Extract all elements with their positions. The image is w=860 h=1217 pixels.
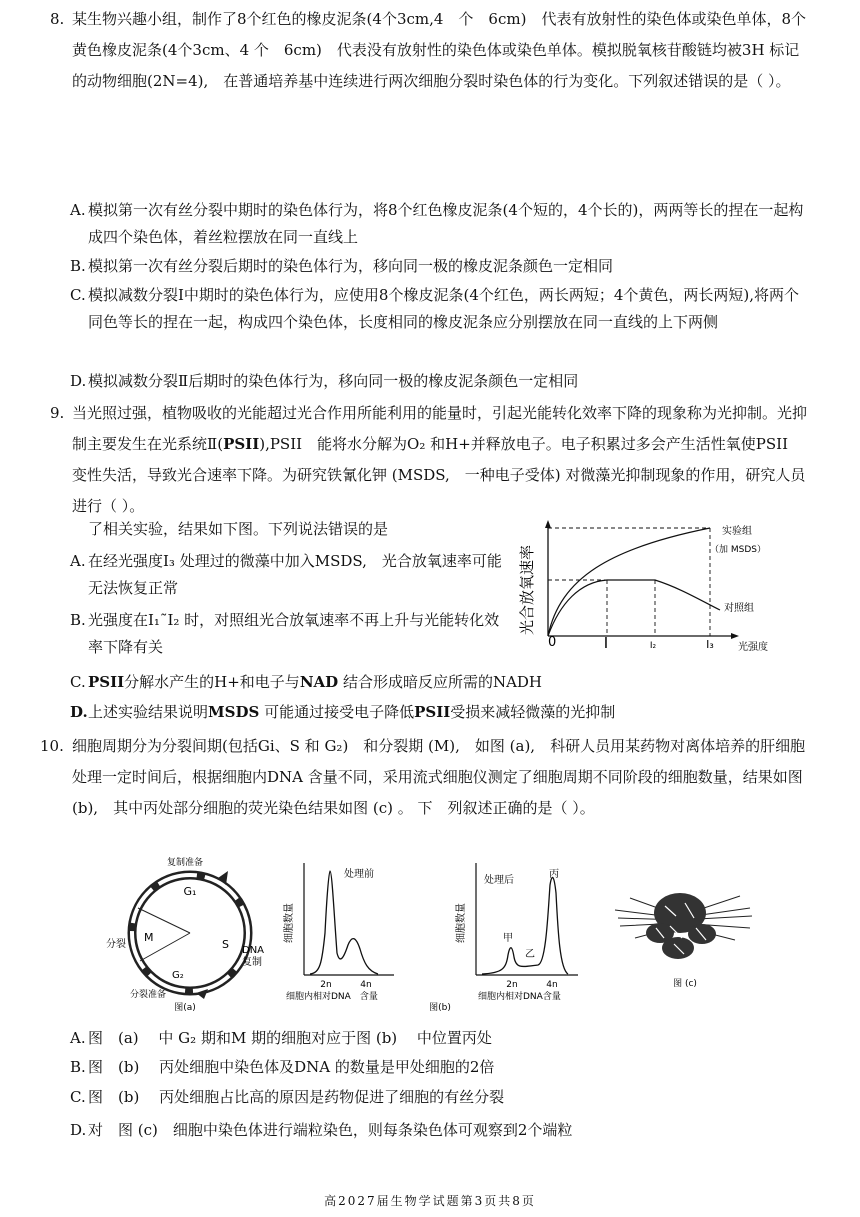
q9-option-a: A. 在经光强度I₃ 处理过的微藻中加入MSDS, 光合放氧速率可能无法恢复正常 <box>70 552 502 597</box>
q10-option-a: A. 图 (a) 中 G₂ 期和M 期的细胞对应于图 (b) 中位置丙处 <box>70 1029 492 1047</box>
label-division: 分裂 <box>106 939 126 950</box>
b1-y-label: 细胞数量 <box>284 903 295 943</box>
b2-tick-4n: 4n <box>546 980 558 990</box>
fig-c-caption: 图 (c) <box>673 979 697 989</box>
cycle-divider-1 <box>138 908 190 933</box>
q10-stem: 10. 细胞周期分为分裂间期(包括Gi、S 和 G₂) 和分裂期 (M), 如图 (a), 科研人员用某药物对离体培养的肝细胞处理一定时间后，根据细胞内DNA 含量不同，采用流式细胞仪测定了细胞周期不同阶段的细胞数量，结果如图 (b), 其中丙处部分细胞的荧光染色结果如图 (c) 。 下 列叙述正确的是（ ）。 <box>72 731 807 824</box>
b2-y-label: 细胞数量 <box>456 903 467 943</box>
tick-i1: I <box>603 634 609 652</box>
q8-option-a: A. 模拟第一次有丝分裂中期时的染色体行为，将8个红色橡皮泥条(4个短的，4个长的)，两两等长的捏在一起构成四个染色体，着丝粒摆放在同一直线上 <box>70 201 804 246</box>
q8-number: 8. <box>50 10 65 28</box>
q10-option-b: B. 图 (b) 丙处细胞中染色体及DNA 的数量是甲处细胞的2倍 <box>70 1058 495 1076</box>
b1-tick-4n: 4n <box>360 980 372 990</box>
q8-option-c: C. 模拟减数分裂I中期时的染色体行为，应使用8个橡皮泥条(4个红色，两长两短；4个黄色，两长两短),将两个同色等长的捏在一起，构成四个染色体，长度相同的橡皮泥条应分别摆放在同一直线的上下两侧 <box>70 286 800 331</box>
q9-option-d: D. 上述实验结果说明MSDS 可能通过接受电子降低PSII受损来减轻微藻的光抑制 <box>70 703 616 721</box>
label-m: M <box>144 931 154 944</box>
label-g2: G₂ <box>172 970 184 981</box>
b1-x-label: 细胞内相对DNA 含量 <box>286 992 378 1002</box>
label-dna: DNA <box>242 945 265 956</box>
experimental-curve <box>548 528 710 636</box>
label-g1: G₁ <box>183 885 197 898</box>
exp-label-note: （加 MSDS） <box>710 545 766 555</box>
label-div-prep: 分裂准备 <box>130 990 167 1000</box>
fig-b-caption: 图(b) <box>429 1003 451 1013</box>
tick-i2: I₂ <box>649 641 657 651</box>
b2-tick-2n: 2n <box>506 980 518 990</box>
q8-stem-text: 某生物兴趣小组，制作了8个红色的橡皮泥条(4个3cm,4 个 6cm) 代表有放射性的染色体或染色单体，8个黄色橡皮泥条(4个3cm、4 个 6cm) 代表没有放射性的染色体或染色单体。模拟脱氧核苷酸链均被3H 标记的动物细胞(2N=4), 在普通培养基中连续进行两次细胞分裂时染色体的行为变化。下列叙述错误的是（ ）。 <box>72 10 806 90</box>
b1-tick-2n: 2n <box>320 980 332 990</box>
q9-number: 9. <box>50 404 65 422</box>
y-axis-arrow <box>545 520 551 528</box>
q10-number: 10. <box>40 737 64 755</box>
b1-title: 处理前 <box>344 869 374 880</box>
b2-label-jia: 甲 <box>503 933 513 944</box>
label-prep: 复制准备 <box>166 858 204 868</box>
origin-label: 0 <box>548 635 557 650</box>
exp-label: 实验组 <box>722 526 752 537</box>
fig-b-before <box>282 853 451 1013</box>
fig-a-caption: 图(a) <box>174 1003 196 1013</box>
b2-title: 处理后 <box>484 875 514 886</box>
x-axis-arrow <box>731 633 739 639</box>
b2-x-label: 细胞内相对DNA含量 <box>478 992 561 1002</box>
fig-a-cell-cycle <box>100 853 280 1013</box>
b2-label-bing: 丙 <box>549 869 559 880</box>
page-footer: 高2027届生物学试题第3页共8页 <box>324 1194 536 1208</box>
q10-option-c: C. 图 (b) 丙处细胞占比高的原因是药物促进了细胞的有丝分裂 <box>70 1088 505 1106</box>
fig-c-cell-image <box>610 868 760 998</box>
q8-stem <box>50 4 807 97</box>
b2-label-yi: 乙 <box>525 949 535 960</box>
q9-option-b: B. 光强度在I₁˜I₂ 时，对照组光合放氧速率不再上升与光能转化效率下降有关 <box>70 611 500 656</box>
ctrl-label: 对照组 <box>724 603 754 614</box>
b1-curve <box>310 871 378 974</box>
tick-i3: I₃ <box>706 638 714 651</box>
x-axis-label: 光强度 <box>738 642 768 653</box>
chromosome-cluster <box>646 893 716 959</box>
q8-option-d: D. 模拟减数分裂Ⅱ后期时的染色体行为，移向同一极的橡皮泥条颜色一定相同 <box>70 372 579 390</box>
label-replicate: 复制 <box>242 957 262 968</box>
fig-b-after <box>452 853 602 1013</box>
q9-stem: 9. 当光照过强，植物吸收的光能超过光合作用所能利用的能量时，引起光能转化效率下降的现象称为光抑制。光抑制主要发生在光系统Ⅱ(PSII),PSII 能将水分解为O₂ 和H+并释放电子。电子积累过多会产生活性氧使PSII 变性失活，导致光合速率下降。为研究铁氰化钾 (MSDS, 一种电子受体) 对微藻光抑制现象的作用，研究人员进行（ ）。 <box>72 398 807 522</box>
y-axis-label: 光合放氧速率 <box>518 544 536 636</box>
q9-stem-line2: 了相关实验，结果如下图。下列说法错误的是 <box>88 520 389 538</box>
q8-option-b: B. 模拟第一次有丝分裂后期时的染色体行为，移向同一极的橡皮泥条颜色一定相同 <box>70 257 614 275</box>
q9-light-chart <box>520 518 790 658</box>
q9-option-c: C. PSII分解水产生的H+和电子与NAD 结合形成暗反应所需的NADH <box>70 673 543 691</box>
label-s: S <box>222 938 229 951</box>
control-curve <box>548 580 720 636</box>
q10-option-d: D. 对 图 (c) 细胞中染色体进行端粒染色，则每条染色体可观察到2个端粒 <box>70 1121 573 1139</box>
